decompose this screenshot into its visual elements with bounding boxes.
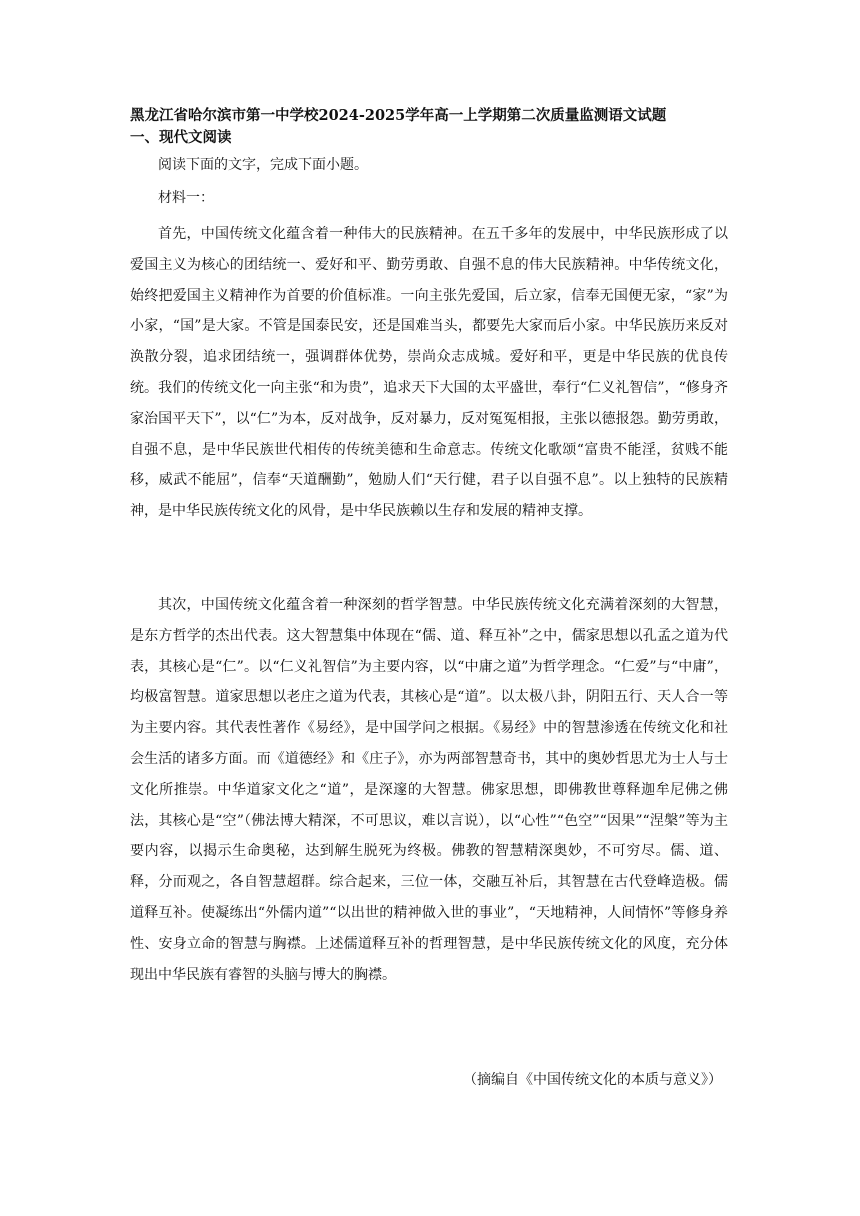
- source-citation: （摘编自《中国传统文化的本质与意义》）: [463, 1072, 722, 1088]
- material-label: 材料一：: [158, 190, 214, 206]
- section-heading: 一、现代文阅读: [130, 129, 232, 146]
- body-paragraph-1: 首先，中国传统文化蕴含着一种伟大的民族精神。在五千多年的发展中，中华民族形成了以爱国主义为核心的团结统一、爱好和平、勤劳勇敢、自强不息的伟大民族精神。中华传统文化，始终把爱国主义精神作为首要的价值标准。一向主张先爱国，后立家，信奉无国便无家，“家”为小家，“国”是大家。不管是国泰民安，还是国难当头，都要先大家而后小家。中华民族历来反对涣散分裂，追求团结统一，强调群体优势，崇尚众志成城。爱好和平，更是中华民族的优良传统。我们的传统文化一向主张“和为贵”，追求天下大国的太平盛世，奉行“仁义礼智信”，“修身齐家治国平天下”，以“仁”为本，反对战争，反对暴力，反对冤冤相报，主张以德报怨。勤劳勇敢，自强不息，是中华民族世代相传的传统美德和生命意志。传统文化歌颂“富贵不能淫，贫贱不能移，威武不能屈”，信奉“天道酬勤”，勉励人们“天行健，君子以自强不息”。以上独特的民族精神，是中华民族传统文化的风骨，是中华民族赖以生存和发展的精神支撑。: [130, 226, 728, 520]
- reading-instruction: 阅读下面的文字，完成下面小题。: [158, 157, 368, 173]
- document-title: 黑龙江省哈尔滨市第一中学校2024-2025学年高一上学期第二次质量监测语文试题: [130, 107, 667, 124]
- body-paragraph-2: 其次，中国传统文化蕴含着一种深刻的哲学智慧。中华民族传统文化充满着深刻的大智慧，是东方哲学的杰出代表。这大智慧集中体现在“儒、道、释互补”之中，儒家思想以孔孟之道为代表，其核心是“仁”。以“仁义礼智信”为主要内容，以“中庸之道”为哲学理念。“仁爱”与“中庸”，均极富智慧。道家思想以老庄之道为代表，其核心是“道”。以太极八卦，阴阳五行、天人合一等为主要内容。其代表性著作《易经》，是中国学问之根据。《易经》中的智慧渗透在传统文化和社会生活的诸多方面。而《道德经》和《庄子》，亦为两部智慧奇书，其中的奥妙哲思尤为士人与士文化所推崇。中华道家文化之“道”，是深邃的大智慧。佛家思想，即佛教世尊释迦牟尼佛之佛法，其核心是“空”（佛法博大精深，不可思议，难以言说），以“心性”“色空”“因果”“涅槃”等为主要内容，以揭示生命奥秘，达到解生脱死为终极。佛教的智慧精深奥妙，不可穷尽。儒、道、释，分而观之，各自智慧超群。综合起来，三位一体，交融互补后，其智慧在古代登峰造极。儒道释互补。使凝练出“外儒内道”“以出世的精神做入世的事业”，“天地精神，人间情怀”等修身养性、安身立命的智慧与胸襟。上述儒道释互补的哲理智慧，是中华民族传统文化的风度，充分体现出中华民族有睿智的头脑与博大的胸襟。: [130, 597, 728, 983]
